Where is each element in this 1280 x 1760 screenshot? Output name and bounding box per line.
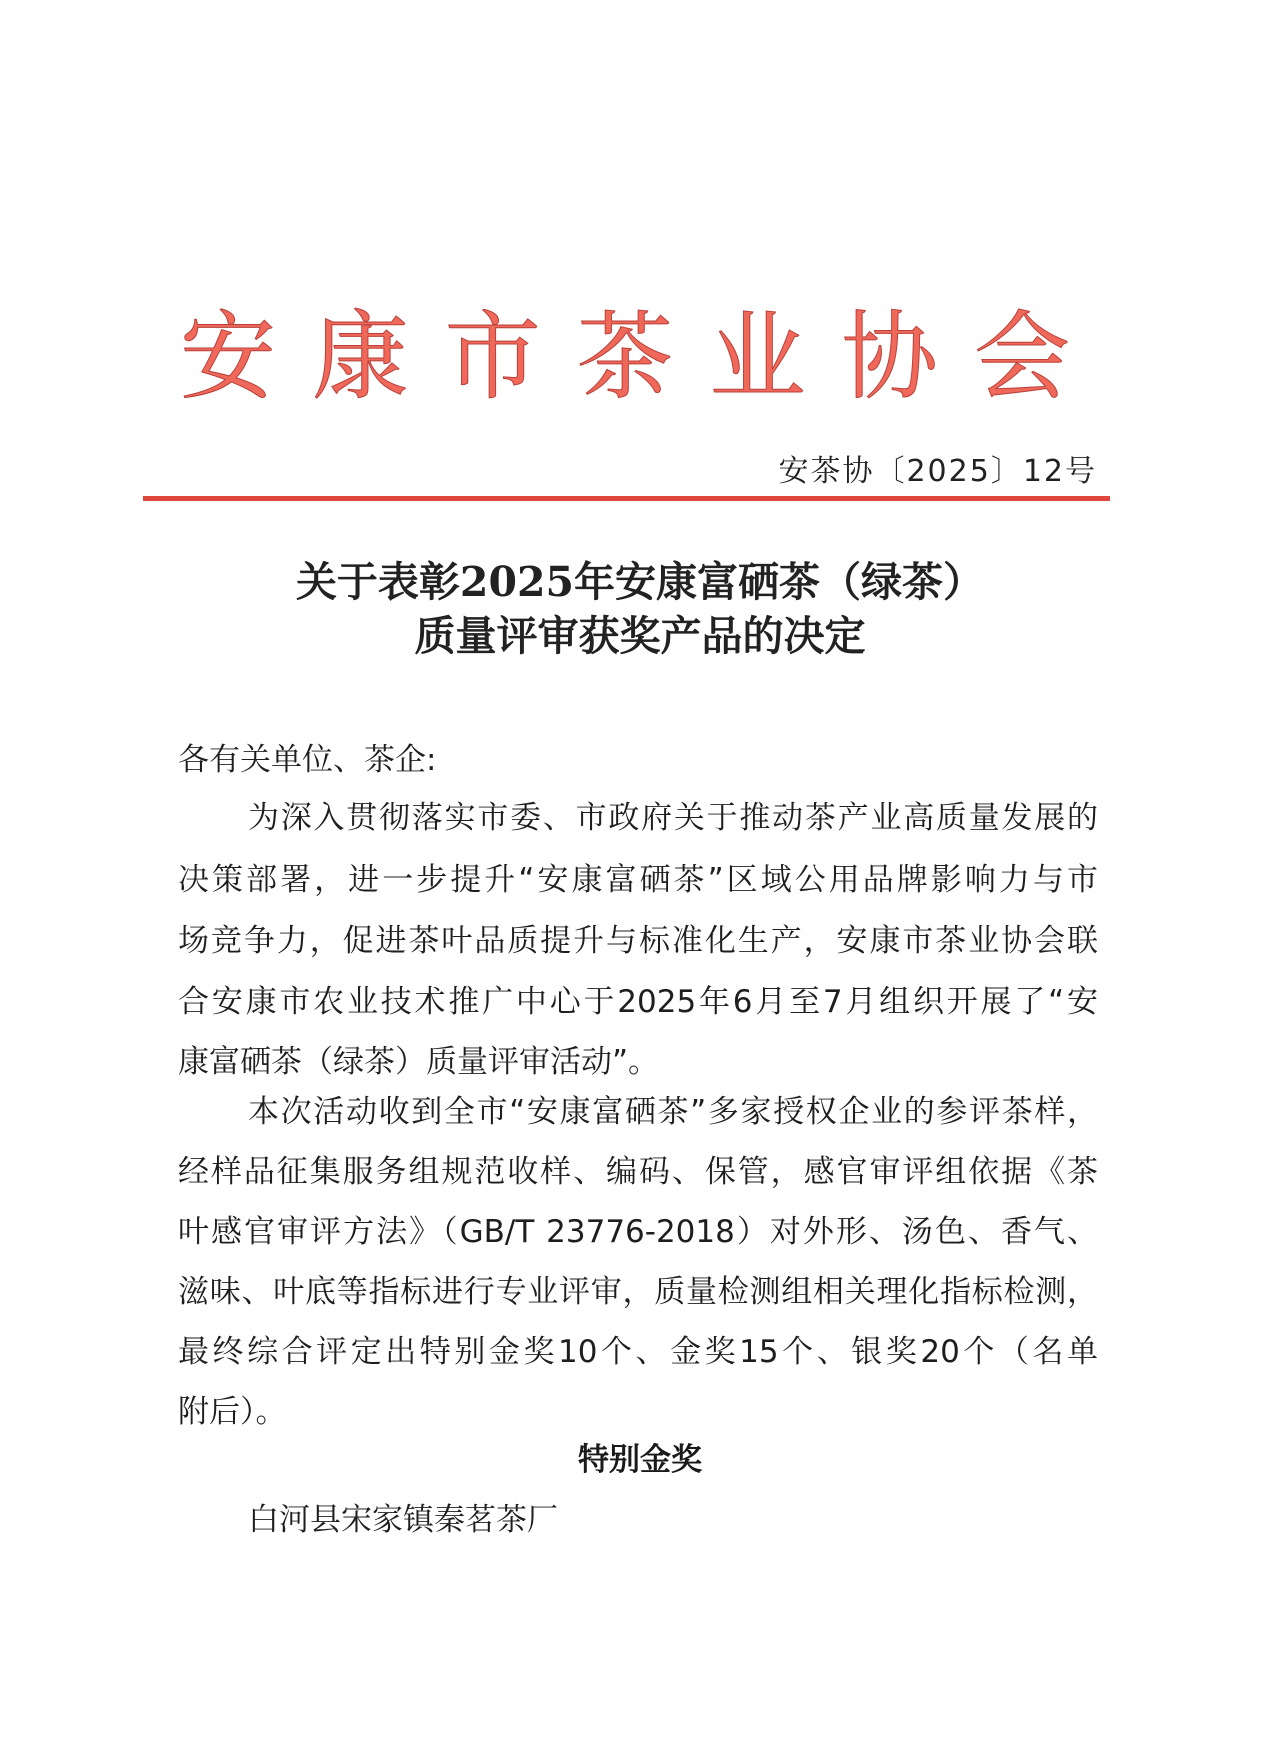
paragraph-line: 叶感官审评方法》（GB/T 23776-2018）对外形、汤色、香气、 bbox=[178, 1214, 1098, 1250]
paragraph-line: 附后）。 bbox=[178, 1394, 287, 1430]
red-divider-line bbox=[143, 496, 1110, 501]
letterhead-char: 康 bbox=[312, 301, 409, 413]
document-title-line-1: 关于表彰2025年安康富硒茶（绿茶） bbox=[295, 558, 985, 606]
salutation: 各有关单位、茶企: bbox=[178, 742, 437, 778]
letterhead-char: 安 bbox=[180, 301, 276, 413]
letterhead-char: 市 bbox=[444, 301, 541, 413]
letterhead-char: 业 bbox=[709, 301, 806, 413]
paragraph-line: 决策部署，进一步提升“安康富硒茶”区域公用品牌影响力与市 bbox=[178, 862, 1098, 898]
paragraph-line: 场竞争力，促进茶叶品质提升与标准化生产，安康市茶业协会联 bbox=[178, 923, 1098, 959]
paragraph-line: 为深入贯彻落实市委、市政府关于推动茶产业高质量发展的 bbox=[248, 800, 1098, 836]
letterhead-char: 协 bbox=[841, 301, 938, 413]
paragraph-line: 滋味、叶底等指标进行专业评审，质量检测组相关理化指标检测， bbox=[178, 1274, 1098, 1310]
letterhead-char: 茶 bbox=[576, 301, 673, 413]
paragraph-line: 本次活动收到全市“安康富硒茶”多家授权企业的参评茶样， bbox=[248, 1094, 1098, 1130]
letterhead-char: 会 bbox=[973, 301, 1070, 413]
paragraph-line: 康富硒茶（绿茶）质量评审活动”。 bbox=[178, 1044, 660, 1080]
award-winner: 白河县宋家镇秦茗茶厂 bbox=[248, 1502, 558, 1538]
document-number: 安茶协〔2025〕12号 bbox=[778, 454, 1097, 489]
document-title-line-2: 质量评审获奖产品的决定 bbox=[414, 612, 866, 660]
paragraph-line: 经样品征集服务组规范收样、编码、保管，感官审评组依据《茶 bbox=[178, 1154, 1098, 1190]
paragraph-line: 合安康市农业技术推广中心于2025年6月至7月组织开展了“安 bbox=[178, 984, 1098, 1020]
special-gold-award-heading: 特别金奖 bbox=[578, 1442, 702, 1478]
org-letterhead bbox=[180, 302, 1070, 412]
paragraph-line: 最终综合评定出特别金奖10个、金奖15个、银奖20个（名单 bbox=[178, 1334, 1098, 1370]
